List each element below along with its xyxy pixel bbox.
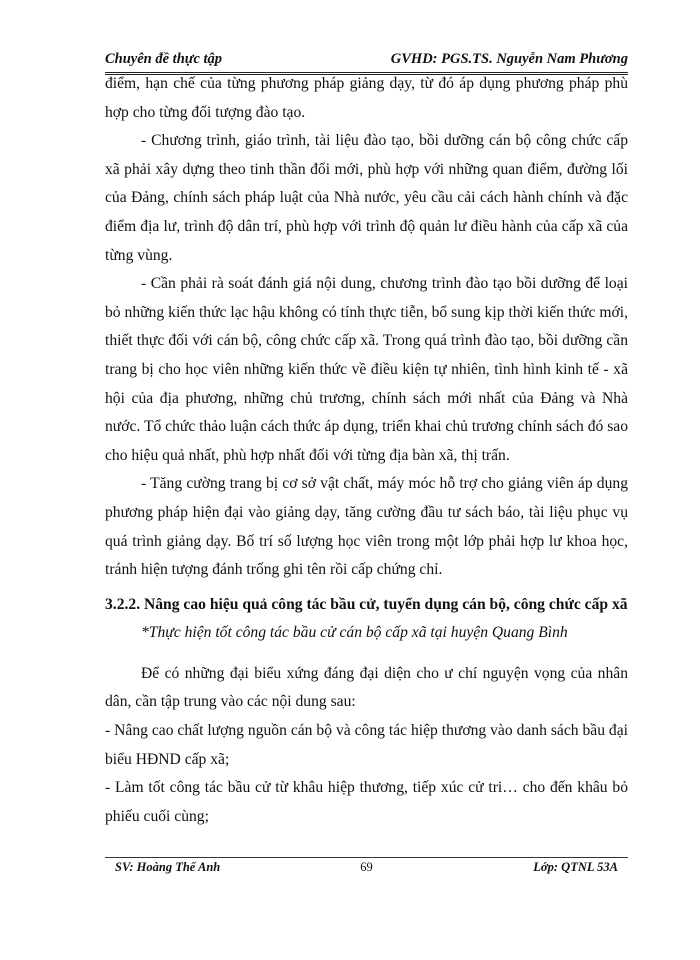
paragraph-7: - Làm tốt công tác bầu cử từ khâu hiệp thương, tiếp xúc cử tri… cho đến khâu bỏ phiếu cuối cùng;	[105, 779, 628, 825]
paragraph-1: điểm, hạn chế của từng phương pháp giảng dạy, từ đó áp dụng phương pháp phù hợp cho từng đối tượng đào tạo.	[105, 75, 628, 121]
footer-class: Lớp: QTNL 53A	[533, 860, 618, 874]
paragraph-3: - Cần phải rà soát đánh giá nội dung, chương trình đào tạo bồi dưỡng để loại bỏ những kiến thức lạc hậu không có tính thực tiễn, bổ sung kịp thời kiến thức mới, thiết thực đối với cán bộ, công chức cấp xã. Trong quá trình đào tạo, bồi dưỡng cần trang bị cho học viên những kiến thức về điều kiện tự nhiên, tình hình kinh tế - xã hội của địa phương, những chủ trương, chính sách mới nhất của Đảng và Nhà nước. Tổ chức thảo luận cách thức áp dụng, triển khai chủ trương chính sách đó sao cho hiệu quả nhất, phù hợp nhất đối với từng địa bàn xã, thị trấn.	[105, 275, 628, 464]
section-subheading: *Thực hiện tốt công tác bầu cử cán bộ cấp xã tại huyện Quang Bình	[141, 624, 568, 642]
paragraph-2: - Chương trình, giáo trình, tài liệu đào tạo, bồi dưỡng cán bộ công chức cấp xã phải xây dựng theo tinh thần đổi mới, phù hợp với những quan điểm, đường lối của Đảng, chính sách pháp luật của Nhà nước, yêu cầu cải cách hành chính và đặc điểm địa lư, trình độ dân trí, phù hợp với trình độ quản lư điều hành của cấp xã của từng vùng.	[105, 132, 628, 264]
page-number: 69	[360, 860, 373, 874]
header-advisor: GVHD: PGS.TS. Nguyễn Nam Phương	[390, 51, 628, 67]
section-heading: 3.2.2. Nâng cao hiệu quả công tác bầu cử, tuyển dụng cán bộ, công chức cấp xã	[105, 595, 628, 613]
paragraph-4: - Tăng cường trang bị cơ sở vật chất, máy móc hỗ trợ cho giảng viên áp dụng phương pháp hiện đại vào giảng dạy, tăng cường đầu tư sách báo, tài liệu phục vụ quá trình giảng dạy. Bố trí số lượng học viên trong một lớp phải hợp lư khoa học, tránh hiện tượng đánh trống ghi tên rồi cấp chứng chỉ.	[105, 475, 628, 579]
page-body	[105, 70, 628, 831]
page-footer	[105, 857, 628, 882]
paragraph-5: Để có những đại biểu xứng đáng đại diện cho ư chí nguyện vọng của nhân dân, cần tập trung vào các nội dung sau:	[105, 664, 628, 711]
header-title: Chuyên đề thực tập	[105, 51, 223, 67]
footer-student: SV: Hoàng Thế Anh	[115, 860, 221, 874]
paragraph-6: - Nâng cao chất lượng nguồn cán bộ và công tác hiệp thương vào danh sách bầu đại biểu HĐND cấp xã;	[105, 722, 628, 768]
